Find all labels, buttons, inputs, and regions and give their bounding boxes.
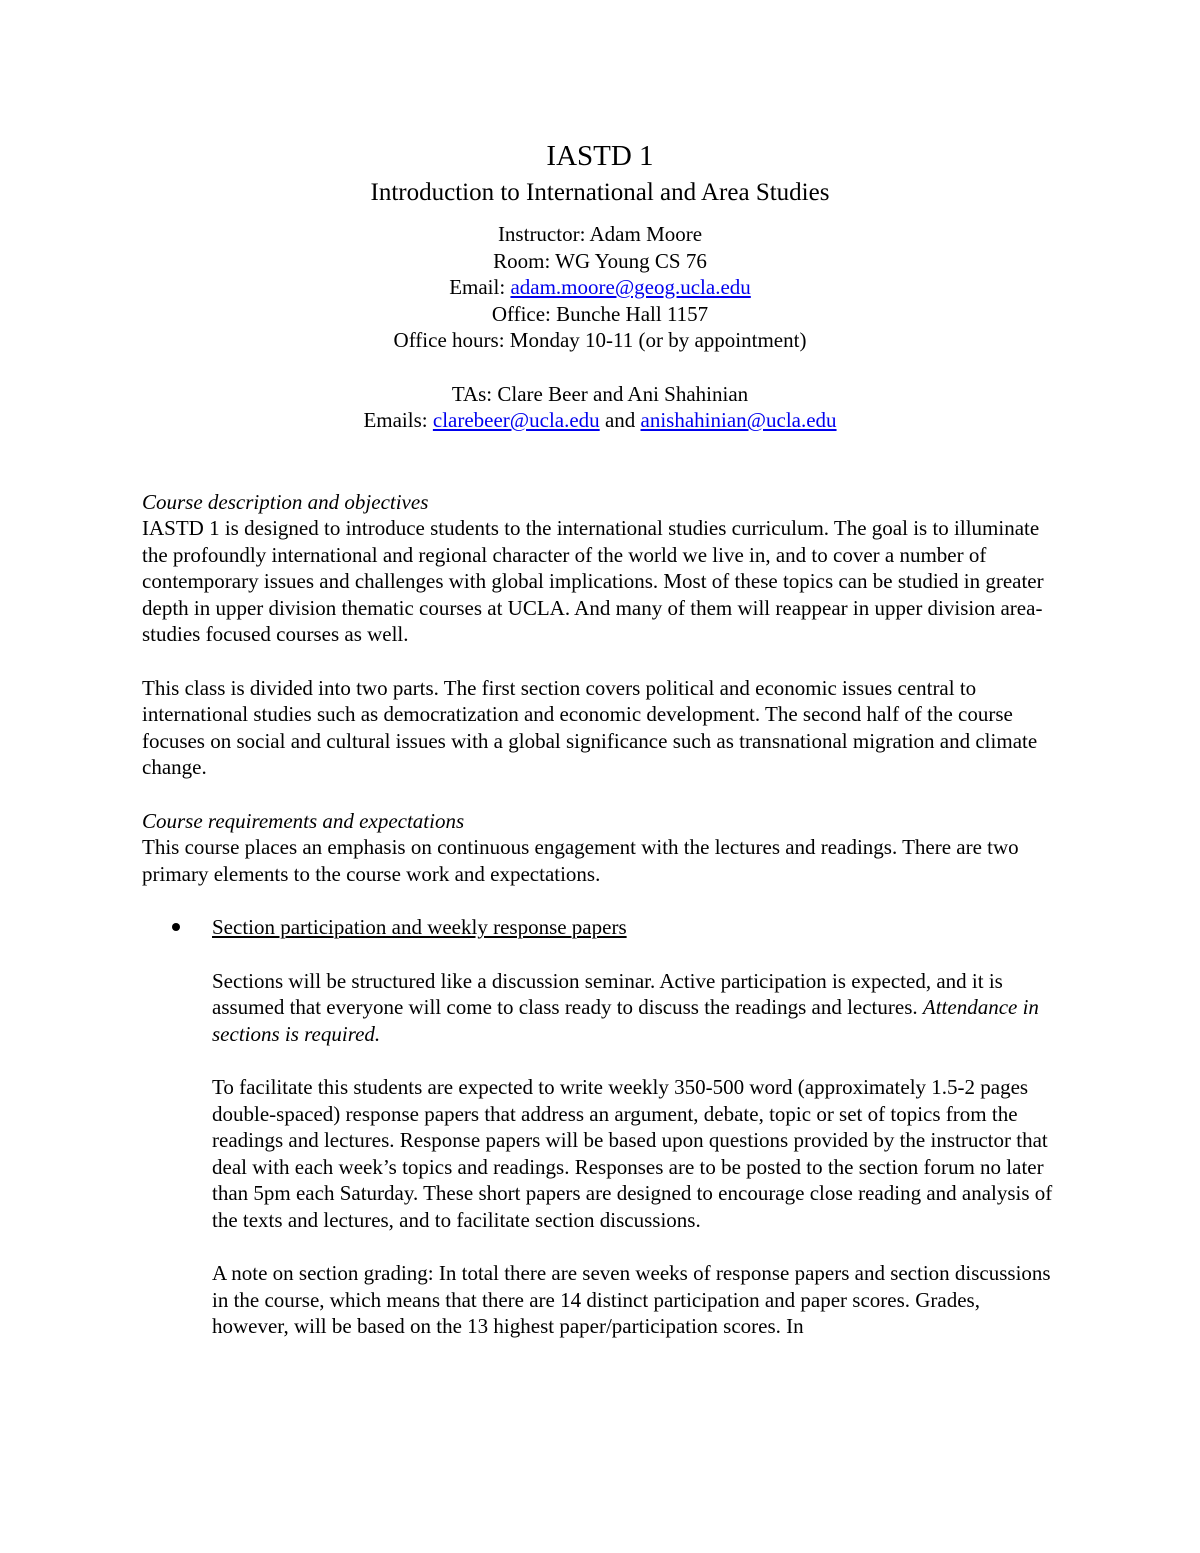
description-heading: Course description and objectives: [142, 489, 429, 514]
room-line: Room: WG Young CS 76: [493, 248, 707, 273]
spacer: [142, 648, 1058, 675]
ta-email-link-1[interactable]: clarebeer@ucla.edu: [432, 408, 600, 432]
spacer: [142, 781, 1058, 808]
description-paragraph-1: IASTD 1 is designed to introduce students to the international studies curriculum. The goal is to illuminate the profoundly international and regional character of the world we live in, and to cover a number of contemporary issues and challenges with global implications. Most of these topics can be studied in greater depth in upper division thematic courses at UCLA. And many of them will reappear in upper division area-studies focused courses as well.: [142, 516, 1044, 646]
email-label: Email:: [449, 275, 511, 299]
description-paragraph-2: This class is divided into two parts. The first section covers political and economic issues central to international studies such as democratization and economic development. The second half of the course focuses on social and cultural issues with a global significance such as transnational migration and climate change.: [142, 675, 1038, 779]
office-line: Office: Bunche Hall 1157: [491, 301, 709, 326]
instructor-email-link[interactable]: adam.moore@geog.ucla.edu: [510, 275, 751, 299]
bullet-title: Section participation and weekly response papers: [212, 915, 627, 939]
ta-emails-line: [142, 407, 1058, 434]
grading-note-paragraph: A note on section grading: In total there are seven weeks of response papers and section discussions in the course, which means that there are 14 distinct participation and paper scores. Grades, however, will be based on the 13 highest paper/participation scores. In: [212, 1261, 1051, 1338]
ta-email-link-2[interactable]: anishahinian@ucla.edu: [640, 408, 837, 432]
response-papers-paragraph: To facilitate this students are expected to write weekly 350-500 word (approximately 1.5-2 pages double-spaced) response papers that address an argument, debate, topic or set of topics from the readings and lectures. Response papers will be based upon questions provided by the instructor that deal with each week’s topics and readings. Responses are to be posted to the section forum no later than 5pm each Saturday. These short papers are designed to encourage close reading and analysis of the texts and lectures, and to facilitate section discussions.: [212, 1075, 1053, 1232]
office-hours-line: Office hours: Monday 10-11 (or by appointment): [393, 328, 807, 352]
requirements-heading: Course requirements and expectations: [142, 808, 465, 833]
requirements-section: [142, 808, 1058, 1340]
course-code: IASTD 1: [546, 140, 654, 172]
tas-line: TAs: Clare Beer and Ani Shahinian: [451, 381, 749, 406]
spacer: [142, 887, 1058, 914]
spacer: [142, 1233, 1058, 1260]
sections-paragraph: [142, 968, 1058, 1048]
spacer: [142, 354, 1058, 381]
bullet-item: [142, 914, 1058, 941]
requirements-intro: This course places an emphasis on continuous engagement with the lectures and readings. There are two primary elements to the course work and expectations.: [142, 835, 1019, 886]
email-line: [142, 274, 1058, 301]
ta-emails-and: and: [599, 408, 641, 432]
spacer: [142, 1047, 1058, 1074]
instructor-line: Instructor: Adam Moore: [497, 222, 703, 246]
ta-emails-label: Emails:: [363, 408, 433, 432]
sections-text: Sections will be structured like a discussion seminar. Active participation is expected, and it is assumed that everyone will come to class ready to discuss the readings and lectures.: [212, 968, 1003, 1019]
course-title: Introduction to International and Area Studies: [370, 179, 830, 206]
course-header: [142, 139, 1058, 434]
attendance-note: Attendance in sections is required.: [212, 995, 1039, 1046]
description-section: [142, 489, 1058, 781]
spacer: [142, 941, 1058, 968]
bullet-icon: [172, 923, 180, 931]
spacer: [142, 434, 1058, 489]
